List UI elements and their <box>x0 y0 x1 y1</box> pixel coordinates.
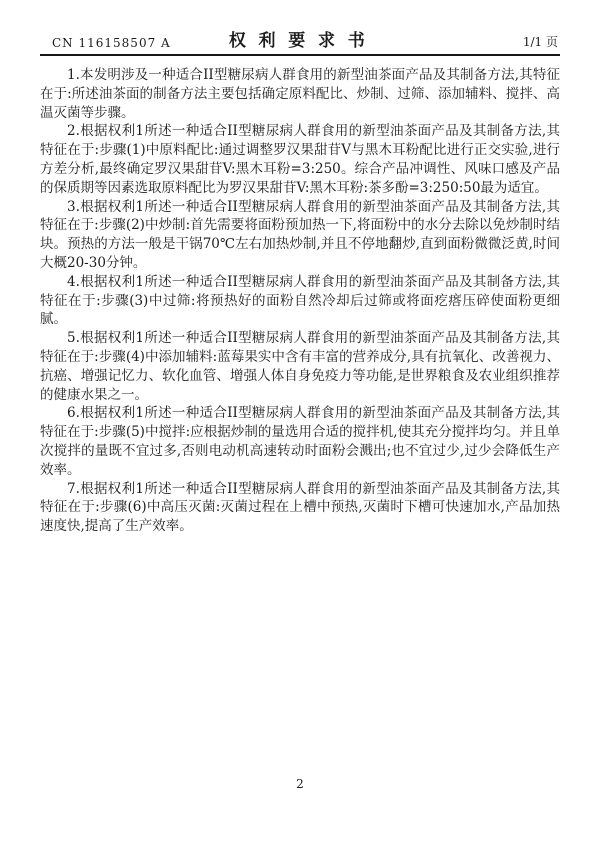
claims-body <box>40 66 560 536</box>
claim-4: 4.根据权利1所述一种适合II型糖尿病人群食用的新型油茶面产品及其制备方法,其特征在于:步骤(3)中过筛:将预热好的面粉自然冷却后过筛或将面疙瘩压碎使面粉更细腻。 <box>40 273 560 328</box>
page-number: 2 <box>296 777 304 791</box>
claim-3: 3.根据权利1所述一种适合II型糖尿病人群食用的新型油茶面产品及其制备方法,其特征在于:步骤(2)中炒制:首先需要将面粉预加热一下,将面粉中的水分去除以免炒制时结块。预热的方法一般是干锅70℃左右加热炒制,并且不停地翻炒,直到面粉微微泛黄,时间大概20-30分钟。 <box>40 198 560 271</box>
document-number: CN 116158507 A <box>52 36 171 50</box>
claim-6: 6.根据权利1所述一种适合II型糖尿病人群食用的新型油茶面产品及其制备方法,其特征在于:步骤(5)中搅拌:应根据炒制的量选用合适的搅拌机,使其充分搅拌均匀。并且单次搅拌的量既不宜过多,否则电动机高速转动时面粉会溅出;也不宜过少,过少会降低生产效率。 <box>40 405 560 478</box>
page-header <box>40 30 560 56</box>
page-footer <box>0 777 600 791</box>
claim-7: 7.根据权利1所述一种适合II型糖尿病人群食用的新型油茶面产品及其制备方法,其特征在于:步骤(6)中高压灭菌:灭菌过程在上槽中预热,灭菌时下槽可快速加水,产品加热速度快,提高了生产效率。 <box>40 480 560 535</box>
claim-5: 5.根据权利1所述一种适合II型糖尿病人群食用的新型油茶面产品及其制备方法,其特征在于:步骤(4)中添加辅料:蓝莓果实中含有丰富的营养成分,具有抗氧化、改善视力、抗癌、增强记忆力、软化血管、增强人体自身免疫力等功能,是世界粮食及农业组织推荐的健康水果之一。 <box>40 330 560 403</box>
claim-1: 1.本发明涉及一种适合II型糖尿病人群食用的新型油茶面产品及其制备方法,其特征在于:所述油茶面的制备方法主要包括确定原料配比、炒制、过筛、添加辅料、搅拌、高温灭菌等步骤。 <box>40 67 560 121</box>
document-title: 权利要求书 <box>228 31 378 51</box>
claim-2: 2.根据权利1所述一种适合II型糖尿病人群食用的新型油茶面产品及其制备方法,其特征在于:步骤(1)中原料配比:通过调整罗汉果甜苷V与黑木耳粉配比进行正交实验,进行方差分析,最终确定罗汉果甜苷V:黑木耳粉=3:250。综合产品冲调性、风味口感及产品的保质期等因素选取原料配比为罗汉果甜苷V:黑木耳粉:茶多酚=3:250:50最为适宜。 <box>40 123 560 196</box>
page-indicator: 1/1 页 <box>522 35 558 49</box>
